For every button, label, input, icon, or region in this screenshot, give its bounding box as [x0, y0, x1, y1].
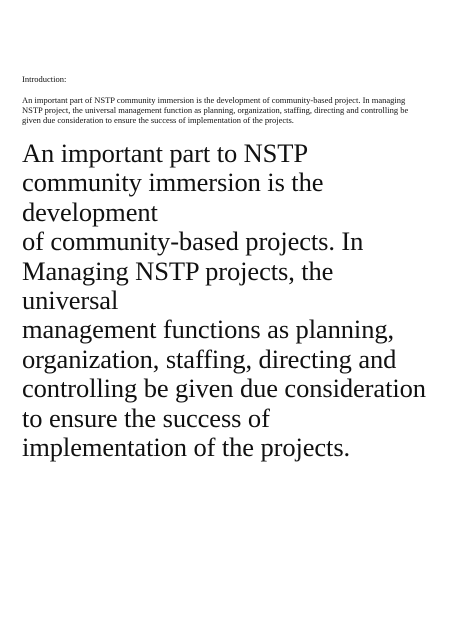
introduction-paragraph-line: NSTP project, the universal management function as planning, organization, staffing, directing and controlling be: [22, 105, 409, 116]
enlarged-paragraph-line: of community-based projects. In: [22, 226, 364, 257]
enlarged-paragraph-line: Managing NSTP projects, the: [22, 255, 334, 286]
enlarged-paragraph-line: organization, staffing, directing and: [22, 343, 397, 374]
introduction-paragraph-line: An important part of NSTP community immersion is the development of community-based project. In managing: [22, 95, 406, 105]
introduction-paragraph: [22, 95, 462, 126]
enlarged-paragraph-line: community immersion is the: [22, 167, 324, 198]
enlarged-paragraph-line: controlling be given due consideration: [22, 373, 426, 404]
introduction-heading: Introduction:: [22, 74, 67, 84]
enlarged-paragraph-line: development: [22, 196, 158, 227]
enlarged-paragraph-line: management functions as planning,: [22, 314, 395, 345]
enlarged-paragraph-line: An important part to NSTP: [22, 138, 309, 168]
enlarged-paragraph: [22, 139, 468, 462]
enlarged-paragraph-line: universal: [22, 285, 119, 316]
enlarged-paragraph-line: implementation of the projects.: [22, 432, 351, 463]
introduction-paragraph-line: given due consideration to ensure the success of implementation of the projects.: [22, 115, 294, 126]
enlarged-paragraph-line: to ensure the success of: [22, 402, 270, 433]
